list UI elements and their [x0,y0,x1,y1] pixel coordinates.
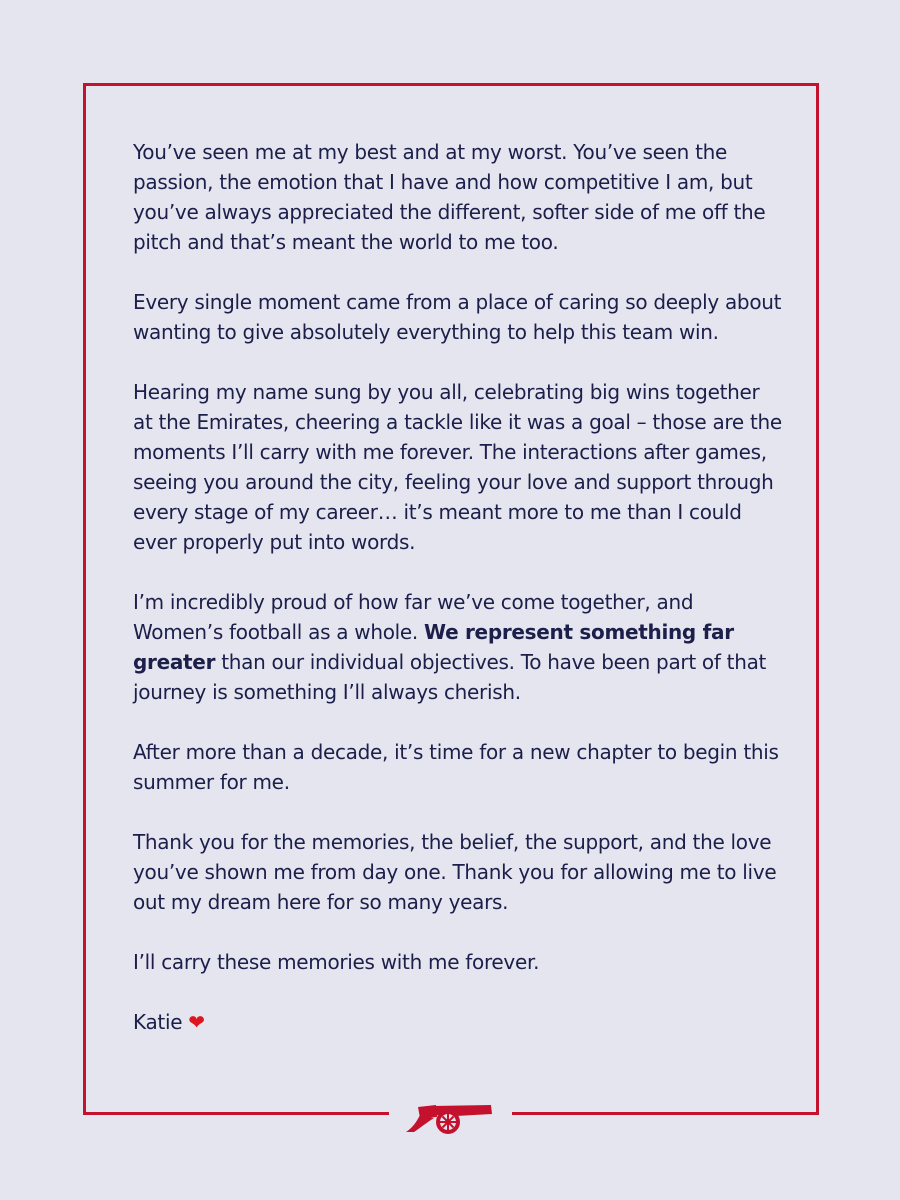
signature [133,1007,783,1037]
paragraph-3: Hearing my name sung by you all, celebrating big wins together at the Emirates, cheering a tackle like it was a goal – those are the moments I’ll carry with me forever. The interactions after games, seeing you around the city, feeling your love and support through every stage of my career… it’s meant more to me than I could ever properly put into words. [133,380,782,554]
border-bottom-left [83,1112,389,1115]
cannon-icon [404,1101,496,1137]
paragraph-7: I’ll carry these memories with me forever. [133,950,540,974]
border-bottom-right [512,1112,816,1115]
paragraph-4-start: I’m incredibly proud of how far we’ve come together, and Women’s football as a whole. [133,590,694,644]
paragraph-4-end: than our individual objectives. To have been part of that journey is something I’ll always cherish. [133,650,767,704]
paragraph-6: Thank you for the memories, the belief, the support, and the love you’ve shown me from day one. Thank you for allowing me to live out my dream here for so many years. [133,830,777,914]
paragraph-2: Every single moment came from a place of caring so deeply about wanting to give absolutely everything to help this team win. [133,290,782,344]
letter-body [133,137,783,1067]
paragraph-1: You’ve seen me at my best and at my worst. You’ve seen the passion, the emotion that I have and how competitive I am, but you’ve always appreciated the different, softer side of me off the pitch and that’s meant the world to me too. [133,140,766,254]
heart-icon: ❤ [188,1010,205,1034]
signature-name: Katie [133,1010,183,1034]
paragraph-4-emphasis: We represent something far greater [133,620,734,674]
paragraph-5: After more than a decade, it’s time for a new chapter to begin this summer for me. [133,740,779,794]
paragraph-4 [133,587,783,707]
